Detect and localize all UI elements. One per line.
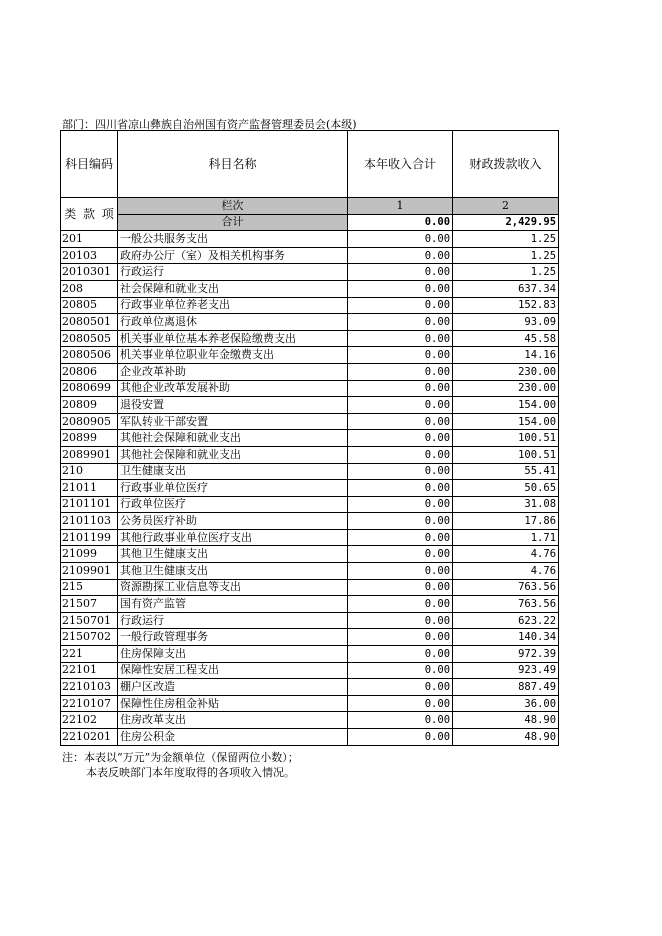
row-code: 2080699 xyxy=(61,380,118,397)
row-code: 2080501 xyxy=(61,314,118,331)
row-name: 其他卫生健康支出 xyxy=(118,563,348,580)
header-lanci: 栏次 xyxy=(118,198,348,215)
table-row xyxy=(61,413,559,430)
row-name: 一般行政管理事务 xyxy=(118,629,348,646)
row-col2: 17.86 xyxy=(453,513,559,530)
row-name: 机关事业单位基本养老保险缴费支出 xyxy=(118,330,348,347)
row-name: 行政单位离退休 xyxy=(118,314,348,331)
row-col1: 0.00 xyxy=(348,397,453,414)
row-name: 国有资产监管 xyxy=(118,596,348,613)
row-name: 其他行政事业单位医疗支出 xyxy=(118,529,348,546)
table-row xyxy=(61,695,559,712)
row-col2: 48.90 xyxy=(453,712,559,729)
row-code: 21011 xyxy=(61,480,118,497)
table-row xyxy=(61,363,559,380)
table-row xyxy=(61,612,559,629)
row-col1: 0.00 xyxy=(348,579,453,596)
table-row xyxy=(61,729,559,746)
row-col1: 0.00 xyxy=(348,380,453,397)
row-code: 20899 xyxy=(61,430,118,447)
row-col1: 0.00 xyxy=(348,679,453,696)
row-col2: 152.83 xyxy=(453,297,559,314)
row-col1: 0.00 xyxy=(348,629,453,646)
row-col1: 0.00 xyxy=(348,480,453,497)
row-name: 政府办公厅（室）及相关机构事务 xyxy=(118,247,348,264)
row-code: 2109901 xyxy=(61,563,118,580)
row-code: 20805 xyxy=(61,297,118,314)
table-row xyxy=(61,446,559,463)
row-col1: 0.00 xyxy=(348,596,453,613)
row-name: 行政事业单位养老支出 xyxy=(118,297,348,314)
row-col2: 637.34 xyxy=(453,280,559,297)
row-col2: 1.71 xyxy=(453,529,559,546)
row-col1: 0.00 xyxy=(348,646,453,663)
row-name: 社会保障和就业支出 xyxy=(118,280,348,297)
row-col1: 0.00 xyxy=(348,297,453,314)
table-row xyxy=(61,397,559,414)
row-col1: 0.00 xyxy=(348,496,453,513)
row-col1: 0.00 xyxy=(348,247,453,264)
row-name: 住房改革支出 xyxy=(118,712,348,729)
row-code: 210 xyxy=(61,463,118,480)
row-col1: 0.00 xyxy=(348,729,453,746)
row-col2: 31.08 xyxy=(453,496,559,513)
row-name: 保障性安居工程支出 xyxy=(118,662,348,679)
row-code: 21099 xyxy=(61,546,118,563)
row-name: 卫生健康支出 xyxy=(118,463,348,480)
table-row xyxy=(61,231,559,248)
row-name: 住房公积金 xyxy=(118,729,348,746)
row-name: 行政运行 xyxy=(118,264,348,281)
row-code: 22101 xyxy=(61,662,118,679)
table-row xyxy=(61,629,559,646)
row-col2: 763.56 xyxy=(453,596,559,613)
row-code: 2210107 xyxy=(61,695,118,712)
row-col1: 0.00 xyxy=(348,231,453,248)
header-xiang: 项 xyxy=(99,198,118,231)
row-code: 2101199 xyxy=(61,529,118,546)
row-col2: 763.56 xyxy=(453,579,559,596)
table-row xyxy=(61,596,559,613)
row-code: 2101101 xyxy=(61,496,118,513)
lanci-row xyxy=(61,198,559,215)
table-row xyxy=(61,247,559,264)
row-col1: 0.00 xyxy=(348,363,453,380)
table-row xyxy=(61,330,559,347)
row-col2: 623.22 xyxy=(453,612,559,629)
row-code: 2080905 xyxy=(61,413,118,430)
table-row xyxy=(61,662,559,679)
row-col1: 0.00 xyxy=(348,662,453,679)
income-table xyxy=(60,130,559,746)
row-col1: 0.00 xyxy=(348,513,453,530)
note-line-1: 注：本表以“万元”为金额单位（保留两位小数）； xyxy=(62,751,299,764)
row-code: 201 xyxy=(61,231,118,248)
row-code: 2150701 xyxy=(61,612,118,629)
row-col2: 1.25 xyxy=(453,231,559,248)
row-name: 公务员医疗补助 xyxy=(118,513,348,530)
row-col2: 154.00 xyxy=(453,413,559,430)
row-name: 其他社会保障和就业支出 xyxy=(118,446,348,463)
header-name: 科目名称 xyxy=(118,131,348,198)
row-col2: 55.41 xyxy=(453,463,559,480)
table-row xyxy=(61,712,559,729)
row-code: 2080506 xyxy=(61,347,118,364)
header-col1: 本年收入合计 xyxy=(348,131,453,198)
row-name: 行政事业单位医疗 xyxy=(118,480,348,497)
table-row xyxy=(61,546,559,563)
table-row xyxy=(61,297,559,314)
row-col1: 0.00 xyxy=(348,712,453,729)
header-col2-no: 2 xyxy=(453,198,559,215)
table-row xyxy=(61,679,559,696)
row-code: 2010301 xyxy=(61,264,118,281)
row-code: 208 xyxy=(61,280,118,297)
row-col2: 4.76 xyxy=(453,563,559,580)
row-col2: 50.65 xyxy=(453,480,559,497)
table-row xyxy=(61,347,559,364)
row-col2: 14.16 xyxy=(453,347,559,364)
row-name: 行政运行 xyxy=(118,612,348,629)
header-row xyxy=(61,131,559,198)
row-code: 221 xyxy=(61,646,118,663)
row-col1: 0.00 xyxy=(348,430,453,447)
row-name: 住房保障支出 xyxy=(118,646,348,663)
table-row xyxy=(61,463,559,480)
row-col1: 0.00 xyxy=(348,446,453,463)
header-col1-no: 1 xyxy=(348,198,453,215)
row-col1: 0.00 xyxy=(348,314,453,331)
table-row xyxy=(61,314,559,331)
row-code: 215 xyxy=(61,579,118,596)
row-col2: 887.49 xyxy=(453,679,559,696)
header-col2: 财政拨款收入 xyxy=(453,131,559,198)
header-code: 科目编码 xyxy=(61,131,118,198)
row-name: 机关事业单位职业年金缴费支出 xyxy=(118,347,348,364)
row-code: 21507 xyxy=(61,596,118,613)
row-col1: 0.00 xyxy=(348,695,453,712)
table-row xyxy=(61,529,559,546)
row-col2: 48.90 xyxy=(453,729,559,746)
table-row xyxy=(61,496,559,513)
row-col2: 230.00 xyxy=(453,380,559,397)
row-name: 行政单位医疗 xyxy=(118,496,348,513)
row-name: 企业改革补助 xyxy=(118,363,348,380)
row-name: 保障性住房租金补贴 xyxy=(118,695,348,712)
row-col2: 154.00 xyxy=(453,397,559,414)
table-row xyxy=(61,646,559,663)
row-code: 2210201 xyxy=(61,729,118,746)
row-name: 其他企业改革发展补助 xyxy=(118,380,348,397)
row-col2: 1.25 xyxy=(453,264,559,281)
row-code: 2210103 xyxy=(61,679,118,696)
row-col2: 4.76 xyxy=(453,546,559,563)
total-col1: 0.00 xyxy=(348,214,453,231)
row-col1: 0.00 xyxy=(348,413,453,430)
row-code: 20103 xyxy=(61,247,118,264)
row-col1: 0.00 xyxy=(348,546,453,563)
row-code: 20809 xyxy=(61,397,118,414)
table-row xyxy=(61,430,559,447)
row-col1: 0.00 xyxy=(348,347,453,364)
row-col2: 100.51 xyxy=(453,446,559,463)
table-row xyxy=(61,264,559,281)
table-row xyxy=(61,513,559,530)
row-name: 其他卫生健康支出 xyxy=(118,546,348,563)
row-name: 退役安置 xyxy=(118,397,348,414)
row-code: 20806 xyxy=(61,363,118,380)
row-col1: 0.00 xyxy=(348,612,453,629)
row-col2: 230.00 xyxy=(453,363,559,380)
row-name: 其他社会保障和就业支出 xyxy=(118,430,348,447)
row-code: 22102 xyxy=(61,712,118,729)
row-col2: 972.39 xyxy=(453,646,559,663)
table-row xyxy=(61,280,559,297)
row-col1: 0.00 xyxy=(348,264,453,281)
row-col2: 100.51 xyxy=(453,430,559,447)
row-col2: 1.25 xyxy=(453,247,559,264)
row-col2: 140.34 xyxy=(453,629,559,646)
department-label: 部门：四川省凉山彝族自治州国有资产监督管理委员会(本级) xyxy=(62,118,357,131)
row-code: 2089901 xyxy=(61,446,118,463)
table-row xyxy=(61,380,559,397)
total-label: 合计 xyxy=(118,214,348,231)
row-col2: 36.00 xyxy=(453,695,559,712)
total-col2: 2,429.95 xyxy=(453,214,559,231)
header-lei: 类 xyxy=(61,198,80,231)
row-code: 2150702 xyxy=(61,629,118,646)
header-kuan: 款 xyxy=(80,198,99,231)
row-name: 军队转业干部安置 xyxy=(118,413,348,430)
notes xyxy=(62,750,299,780)
row-col1: 0.00 xyxy=(348,563,453,580)
row-name: 资源勘探工业信息等支出 xyxy=(118,579,348,596)
row-name: 棚户区改造 xyxy=(118,679,348,696)
row-col2: 923.49 xyxy=(453,662,559,679)
row-col2: 45.58 xyxy=(453,330,559,347)
row-col1: 0.00 xyxy=(348,280,453,297)
total-row xyxy=(61,214,559,231)
note-line-2: 本表反映部门本年度取得的各项收入情况。 xyxy=(86,766,295,779)
row-col1: 0.00 xyxy=(348,529,453,546)
row-code: 2080505 xyxy=(61,330,118,347)
row-col1: 0.00 xyxy=(348,330,453,347)
row-col1: 0.00 xyxy=(348,463,453,480)
table-row xyxy=(61,480,559,497)
row-col2: 93.09 xyxy=(453,314,559,331)
table-row xyxy=(61,563,559,580)
table-row xyxy=(61,579,559,596)
row-name: 一般公共服务支出 xyxy=(118,231,348,248)
row-code: 2101103 xyxy=(61,513,118,530)
